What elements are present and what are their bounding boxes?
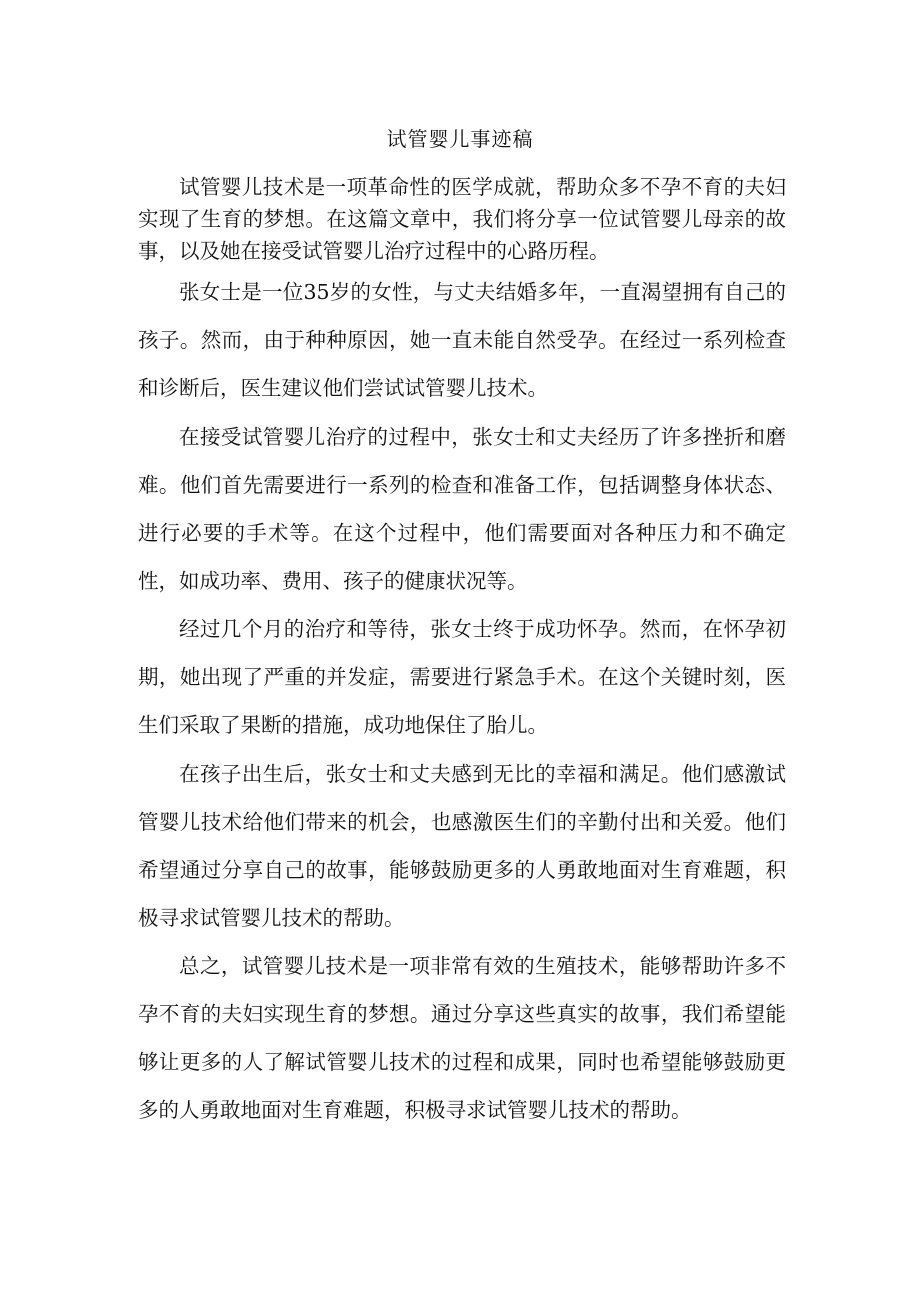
paragraph-intro: 试管婴儿技术是一项革命性的医学成就，帮助众多不孕不育的夫妇实现了生育的梦想。在这篇文章中，我们将分享一位试管婴儿母亲的故事，以及她在接受试管婴儿治疗过程中的心路历程。 xyxy=(138,175,786,263)
paragraph-background: 张女士是一位35岁的女性，与丈夫结婚多年，一直渴望拥有自己的孩子。然而，由于种种原因，她一直未能自然受孕。在经过一系列检查和诊断后，医生建议他们尝试试管婴儿技术。 xyxy=(138,280,786,400)
paragraph-treatment: 在接受试管婴儿治疗的过程中，张女士和丈夫经历了许多挫折和磨难。他们首先需要进行一系列的检查和准备工作，包括调整身体状态、进行必要的手术等。在这个过程中，他们需要面对各种压力和不确定性，如成功率、费用、孩子的健康状况等。 xyxy=(138,425,786,593)
paragraph-pregnancy: 经过几个月的治疗和等待，张女士终于成功怀孕。然而，在怀孕初期，她出现了严重的并发症，需要进行紧急手术。在这个关键时刻，医生们采取了果断的措施，成功地保住了胎儿。 xyxy=(138,617,786,737)
paragraph-birth: 在孩子出生后，张女士和丈夫感到无比的幸福和满足。他们感激试管婴儿技术给他们带来的机会，也感激医生们的辛勤付出和关爱。他们希望通过分享自己的故事，能够鼓励更多的人勇敢地面对生育难题，积极寻求试管婴儿技术的帮助。 xyxy=(138,762,786,930)
paragraph-conclusion: 总之，试管婴儿技术是一项非常有效的生殖技术，能够帮助许多不孕不育的夫妇实现生育的梦想。通过分享这些真实的故事，我们希望能够让更多的人了解试管婴儿技术的过程和成果，同时也希望能够鼓励更多的人勇敢地面对生育难题，积极寻求试管婴儿技术的帮助。 xyxy=(138,954,786,1122)
document-title: 试管婴儿事迹稿 xyxy=(386,127,534,151)
